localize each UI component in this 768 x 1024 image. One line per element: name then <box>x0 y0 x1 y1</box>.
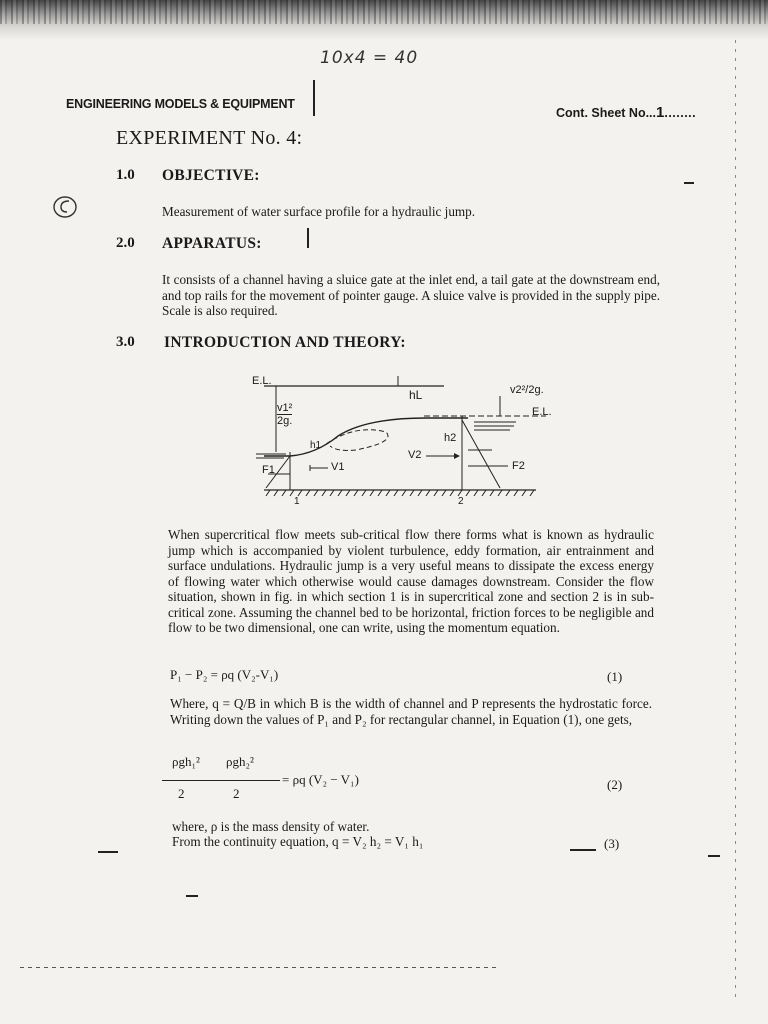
where-paragraph: Where, q = Q/B in which B is the width of channel and P represents the hydrostatic force. Writing down the values of P₁ and P₂ for rectangular channel, in Equation (1), one gets, <box>170 696 652 727</box>
section-3-number: 3.0 <box>116 334 135 350</box>
continuity-text: From the continuity equation, q = V₂ h₂ = V₁ h₁ <box>172 834 424 849</box>
right-margin-dots <box>735 40 736 1000</box>
eq2-denominator-1: 2 <box>178 786 185 801</box>
v1-head-denominator: 2g. <box>277 415 293 427</box>
header-right <box>556 104 696 121</box>
margin-dash-bottom-right <box>708 855 720 857</box>
equation-1-number: (1) <box>607 669 623 684</box>
section-2-number: 2.0 <box>116 235 135 251</box>
header-divider <box>313 80 315 116</box>
sheet-label: Cont. Sheet No... <box>556 106 656 120</box>
equation-1: P₁ − P₂ = ρq (V₂-V₁) <box>170 667 279 682</box>
header-left: ENGINEERING MODELS & EQUIPMENT <box>66 97 295 111</box>
margin-dash-bottom <box>186 895 198 897</box>
margin-dash-top-right <box>684 182 694 184</box>
section-2-title: APPARATUS: <box>162 235 262 252</box>
label-f2: F2 <box>512 460 525 472</box>
eq2-numerator-2: ρgh₂² <box>226 754 254 769</box>
v1-head-numerator: v1² <box>277 402 293 414</box>
label-h2: h2 <box>444 432 457 444</box>
handwritten-note: 10x4 = 40 <box>320 48 419 68</box>
label-v2: V2 <box>408 449 422 461</box>
equation-3-number: (3) <box>604 836 620 851</box>
label-v2-head: v2²/2g. <box>510 384 544 396</box>
pen-mark <box>307 228 309 248</box>
label-h1: h1 <box>310 440 322 451</box>
circled-grade-mark <box>52 195 78 219</box>
eq2-denominator-2: 2 <box>233 786 240 801</box>
label-v1: V1 <box>331 461 345 473</box>
label-v1-head <box>277 402 292 427</box>
margin-dash-right <box>570 849 596 851</box>
label-hl: hL <box>409 388 423 402</box>
sheet-number: 1 <box>656 104 665 121</box>
hydraulic-jump-figure <box>246 370 576 510</box>
sheet-dots: ........ <box>664 106 697 120</box>
section-1-number: 1.0 <box>116 167 135 183</box>
experiment-title: EXPERIMENT No. 4: <box>116 127 303 149</box>
label-f1: F1 <box>262 464 275 476</box>
eq2-fraction-bar <box>162 780 280 781</box>
scan-noise <box>0 0 768 24</box>
bottom-scan-line <box>20 967 500 968</box>
margin-dash-left <box>98 851 118 853</box>
label-section-1: 1 <box>294 496 300 507</box>
where-rho-text: where, ρ is the mass density of water. <box>172 819 370 834</box>
label-el-right: E.L. <box>532 406 552 418</box>
eq2-rhs: = ρq (V₂ − V₁) <box>282 772 359 787</box>
section-3-title: INTRODUCTION AND THEORY: <box>164 334 406 351</box>
objective-text: Measurement of water surface profile for a hydraulic jump. <box>162 204 476 219</box>
label-el-left: E.L. <box>252 375 272 387</box>
theory-paragraph: When supercritical flow meets sub-critical flow there forms what is known as hydraulic jump which is accompanied by violent turbulence, eddy formation, air entrainment and surface undulations. Hydraulic jump is a very useful means to dissipate the excess energy of flowing water which otherwise would cause damages downstream. Consider the flow situation, shown in fig. in which section 1 is in supercritical zone and section 2 is in sub-critical zone. Assuming the channel bed to be horizontal, friction forces to be negligible and flow to be two dimensional, one can write, using the momentum equation. <box>168 527 654 635</box>
equation-2-number: (2) <box>607 777 623 792</box>
label-section-2: 2 <box>458 496 464 507</box>
section-1-title: OBJECTIVE: <box>162 167 260 184</box>
eq2-numerator-1: ρgh₁² <box>172 754 200 769</box>
apparatus-text: It consists of a channel having a sluice gate at the inlet end, a tail gate at the downstream end, and top rails for the movement of pointer gauge. A sluice valve is provided in the supply pipe. Scale is also required. <box>162 272 660 318</box>
